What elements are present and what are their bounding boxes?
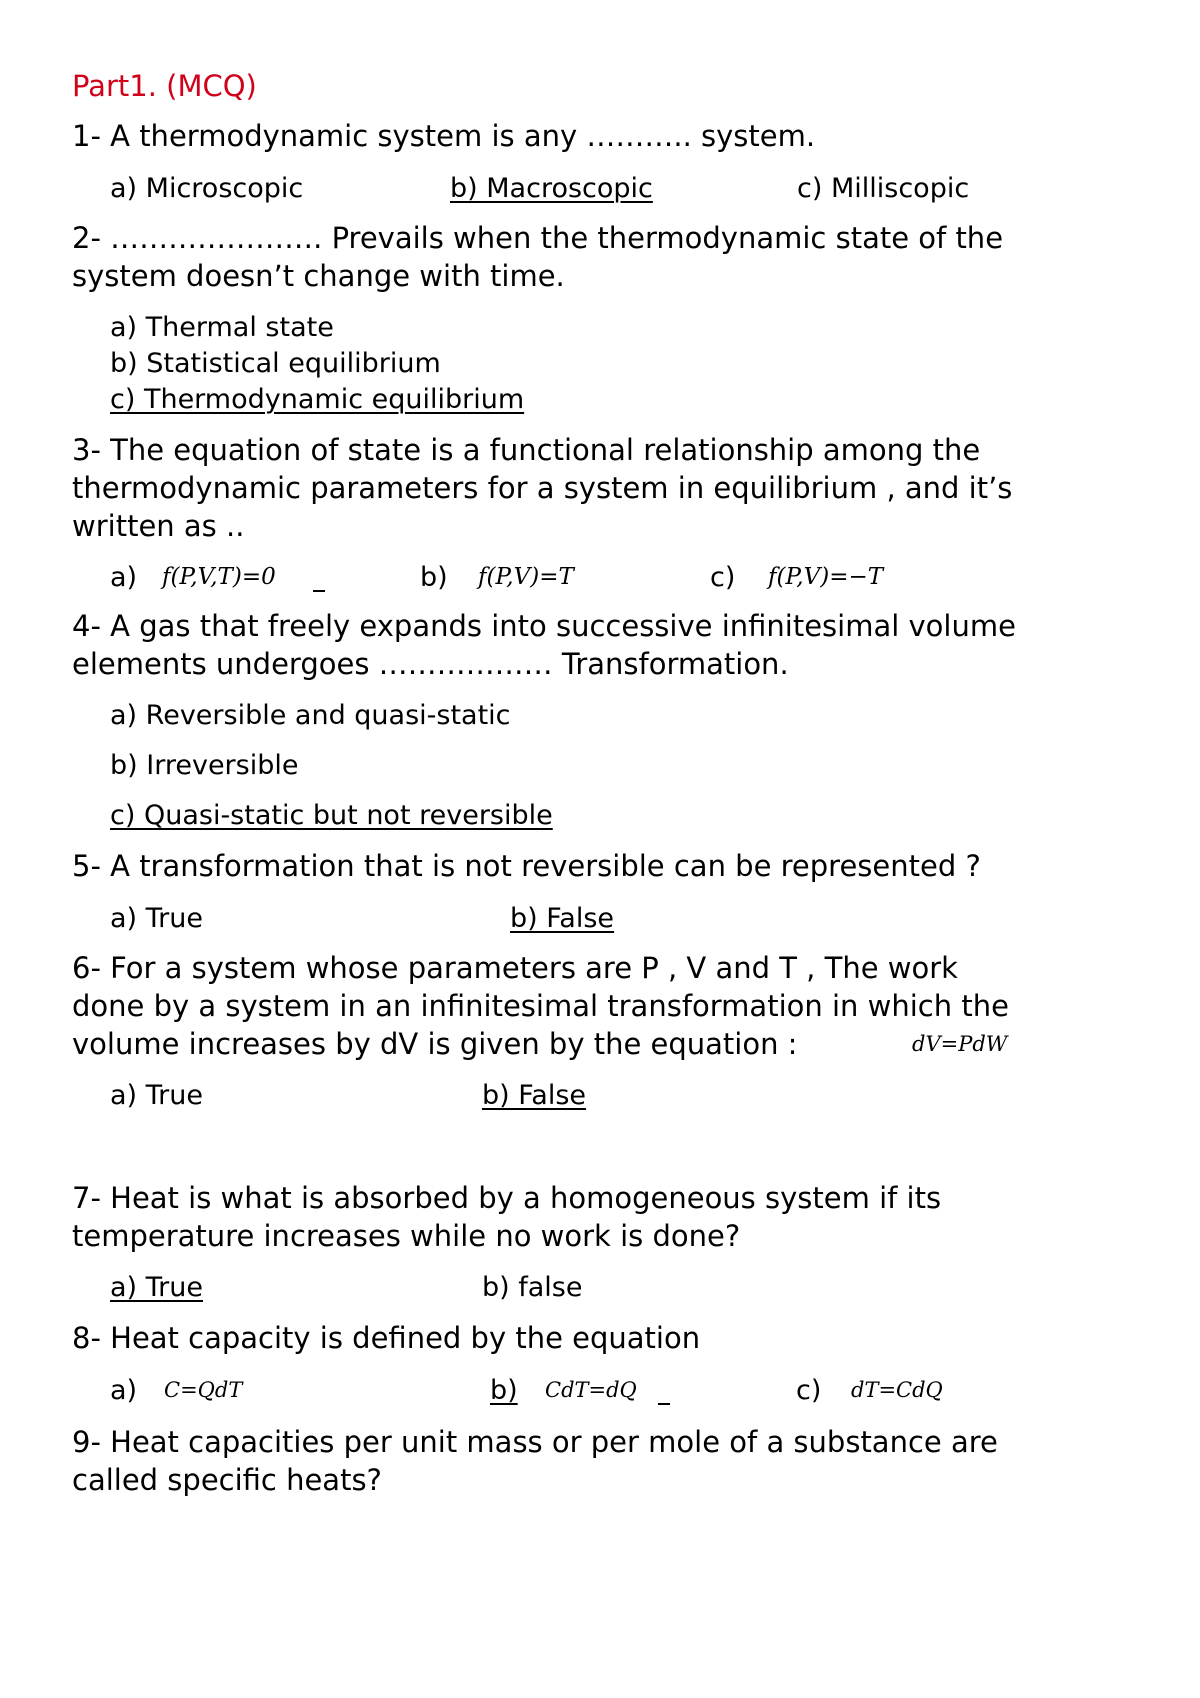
q8-option-b-formula: CdT=dQ xyxy=(545,1378,637,1402)
q3-option-b-label: b) xyxy=(420,562,448,593)
question-6-line-2: done by a system in an infinitesimal transformation in which the xyxy=(72,989,1009,1023)
question-1-text: 1- A thermodynamic system is any ……….. system. xyxy=(72,119,816,153)
q5-option-a: a) True xyxy=(110,903,204,934)
q7-option-b: b) false xyxy=(482,1272,583,1303)
q4-option-a: a) Reversible and quasi-static xyxy=(110,700,511,731)
question-9-line-2: called specific heats? xyxy=(72,1463,382,1497)
q8-option-b-label: b) xyxy=(490,1375,518,1406)
q1-option-a: a) Microscopic xyxy=(110,173,304,204)
question-5-text: 5- A transformation that is not reversible can be represented ? xyxy=(72,849,981,883)
q8-option-a-label: a) xyxy=(110,1375,138,1406)
q1-option-c: c) Milliscopic xyxy=(797,173,970,204)
question-6-line-3: volume increases by dV is given by the equation : xyxy=(72,1027,798,1061)
question-2-line-2: system doesn’t change with time. xyxy=(72,259,565,293)
question-4-line-1: 4- A gas that freely expands into successive infinitesimal volume xyxy=(72,609,1016,643)
part-heading: Part1. (MCQ) xyxy=(72,69,257,103)
q2-option-c: c) Thermodynamic equilibrium xyxy=(110,384,525,415)
question-2-line-1: 2- …………………. Prevails when the thermodynamic state of the xyxy=(72,221,1004,255)
question-7-line-1: 7- Heat is what is absorbed by a homogeneous system if its xyxy=(72,1181,942,1215)
q3-option-b-formula: f(P,V)=T xyxy=(478,564,574,590)
q3-option-a-label: a) xyxy=(110,562,138,593)
q4-option-b: b) Irreversible xyxy=(110,750,299,781)
q2-option-b: b) Statistical equilibrium xyxy=(110,348,441,379)
question-7-line-2: temperature increases while no work is done? xyxy=(72,1219,741,1253)
q4-option-c: c) Quasi-static but not reversible xyxy=(110,800,553,831)
q3-option-a-formula: f(P,V,T)=0 xyxy=(162,564,276,590)
q3-option-c-label: c) xyxy=(710,562,736,593)
question-6-line-1: 6- For a system whose parameters are P , V and T , The work xyxy=(72,951,958,985)
question-8-text: 8- Heat capacity is defined by the equation xyxy=(72,1321,701,1355)
q1-option-b: b) Macroscopic xyxy=(450,173,653,204)
q5-option-b: b) False xyxy=(510,903,615,934)
q8-option-c-formula: dT=CdQ xyxy=(851,1378,943,1402)
question-3-line-3: written as .. xyxy=(72,509,245,543)
question-4-line-2: elements undergoes ……………… Transformation. xyxy=(72,647,789,681)
q8-option-c-label: c) xyxy=(796,1375,822,1406)
q6-formula: dV=PdW xyxy=(912,1032,1008,1056)
question-9-line-1: 9- Heat capacities per unit mass or per mole of a substance are xyxy=(72,1425,998,1459)
q3-option-c-formula: f(P,V)=−T xyxy=(768,564,884,590)
q7-option-a: a) True xyxy=(110,1272,204,1303)
question-3-line-1: 3- The equation of state is a functional relationship among the xyxy=(72,433,981,467)
q8-option-a-formula: C=QdT xyxy=(164,1378,243,1402)
q6-option-a: a) True xyxy=(110,1080,204,1111)
q6-option-b: b) False xyxy=(482,1080,587,1111)
answer-mark xyxy=(658,1403,670,1405)
q2-option-a: a) Thermal state xyxy=(110,312,334,343)
answer-mark xyxy=(313,590,325,592)
question-3-line-2: thermodynamic parameters for a system in equilibrium , and it’s xyxy=(72,471,1013,505)
